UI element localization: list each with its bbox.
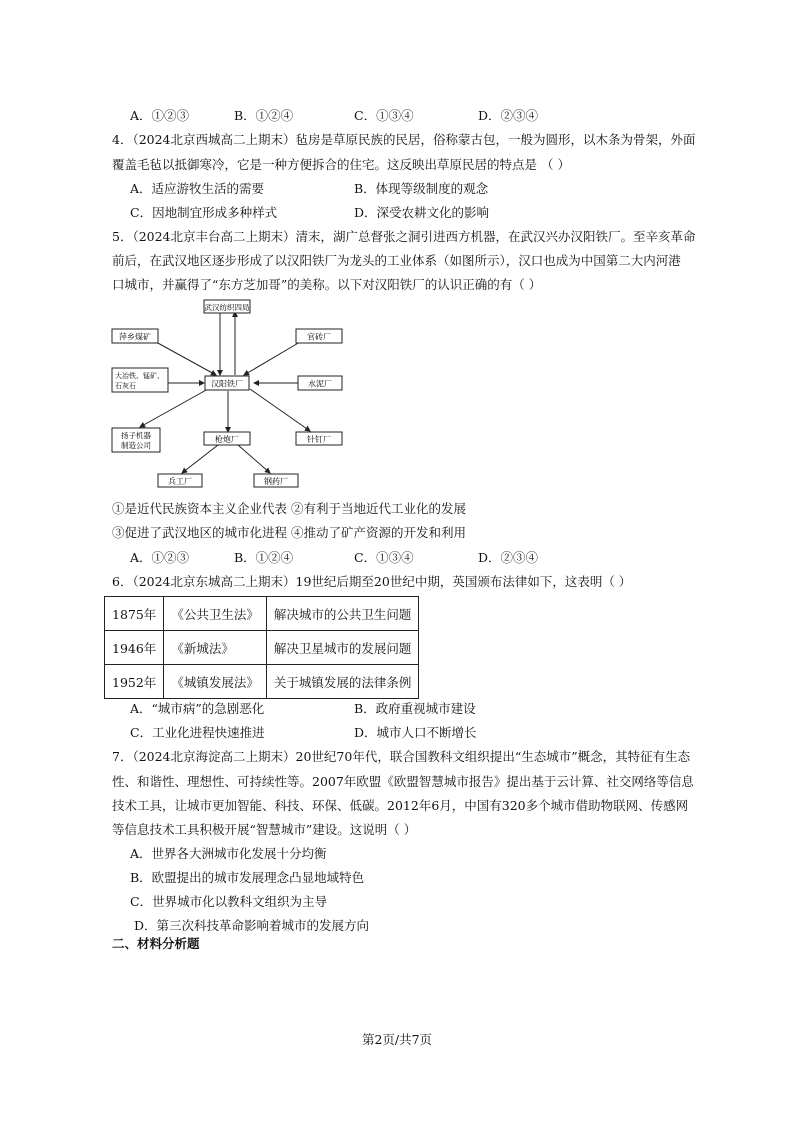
q5-statements-line1: ①是近代民族资本主义企业代表 ②有利于当地近代工业化的发展 (112, 501, 466, 516)
svg-text:萍乡煤矿: 萍乡煤矿 (119, 332, 151, 342)
q4-option-b[interactable]: B．体现等级制度的观念 (354, 181, 489, 196)
node-nail (296, 432, 342, 445)
law-name: 《城镇发展法》 (164, 665, 267, 699)
node-guanzhuan (296, 329, 342, 343)
q6-option-c[interactable]: C．工业化进程快速推进 (130, 725, 265, 740)
q5-text-line2: 前后，在武汉地区逐步形成了以汉阳铁厂为龙头的工业体系（如图所示），汉口也成为中国第二大内河港 (112, 253, 681, 268)
q4-option-a[interactable]: A．适应游牧生活的需要 (130, 181, 265, 196)
svg-text:大冶铁、锰矿、: 大冶铁、锰矿、 (115, 372, 164, 380)
q5-industry-diagram (100, 292, 360, 496)
law-purpose: 解决卫星城市的发展问题 (266, 631, 419, 665)
q4-text-line1: 4．（2024北京西城高二上期末）毡房是草原民族的民居，俗称蒙古包，一般为圆形，以木条为骨架，外面 (112, 132, 696, 147)
q3-option-b[interactable]: B．①②④ (234, 108, 294, 123)
q5-option-c[interactable]: C．①③④ (354, 550, 414, 565)
q6-law-table (104, 596, 419, 699)
svg-text:枪炮厂: 枪炮厂 (215, 435, 239, 444)
q3-option-d[interactable]: D．②③④ (478, 108, 539, 123)
q5-option-a[interactable]: A．①②③ (130, 550, 190, 565)
law-purpose: 关于城镇发展的法律条例 (266, 665, 419, 699)
node-yangzi (112, 428, 160, 452)
node-cement (298, 376, 342, 390)
node-gun (204, 432, 250, 445)
law-year: 1875年 (105, 597, 164, 631)
q5-text-line1: 5．（2024北京丰台高二上期末）清末，湖广总督张之洞引进西方机器，在武汉兴办汉阳铁厂。至辛亥革命 (112, 229, 696, 244)
node-powder (254, 474, 298, 487)
node-wuhan-textile (204, 300, 250, 313)
svg-text:钢药厂: 钢药厂 (264, 477, 288, 486)
q3-option-a[interactable]: A．①②③ (130, 108, 190, 123)
q5-text-line3: 口城市，并赢得了“东方芝加哥”的美称。以下对汉阳铁厂的认识正确的有（ ） (112, 277, 542, 292)
q7-option-b[interactable]: B．欧盟提出的城市发展理念凸显地域特色 (130, 870, 365, 885)
law-purpose: 解决城市的公共卫生问题 (266, 597, 419, 631)
q4-text-line2: 覆盖毛毡以抵御寒冷，它是一种方便拆合的住宅。这反映出草原民居的特点是 （ ） (112, 157, 570, 172)
svg-text:扬子机器: 扬子机器 (121, 431, 151, 440)
svg-text:石灰石: 石灰石 (115, 382, 136, 390)
svg-text:官砖厂: 官砖厂 (307, 332, 331, 342)
q7-option-d[interactable]: D．第三次科技革命影响着城市的发展方向 (134, 918, 370, 933)
node-pingxiang-coal (112, 329, 158, 343)
q7-option-a[interactable]: A．世界各大洲城市化发展十分均衡 (130, 846, 327, 861)
q7-text-line1: 7．（2024北京海淀高二上期末）20世纪70年代，联合国教科文组织提出“生态城市”概念，其特征有生态 (112, 749, 691, 764)
q5-statements-line2: ③促进了武汉地区的城市化进程 ④推动了矿产资源的开发和利用 (112, 525, 466, 540)
svg-text:兵工厂: 兵工厂 (168, 477, 192, 486)
law-name: 《新城法》 (164, 631, 267, 665)
node-soldier (158, 474, 202, 487)
q7-text-line3: 技术工具，让城市更加智能、科技、环保、低碳。2012年6月，中国有320多个城市借助物联网、传感网 (112, 798, 689, 813)
law-year: 1946年 (105, 631, 164, 665)
svg-text:武汉纺织四局: 武汉纺织四局 (204, 303, 250, 312)
q7-text-line4: 等信息技术工具积极开展“智慧城市”建设。这说明（ ） (112, 822, 417, 837)
q6-option-a[interactable]: A．“城市病”的急剧恶化 (130, 701, 265, 716)
q7-text-line2: 性、和谐性、理想性、可持续性等。2007年欧盟《欧盟智慧城市报告》提出基于云计算、社交网络等信息 (112, 774, 694, 789)
q6-option-b[interactable]: B．政府重视城市建设 (354, 701, 476, 716)
q7-option-c[interactable]: C．世界城市化以教科文组织为主导 (130, 894, 328, 909)
law-name: 《公共卫生法》 (164, 597, 267, 631)
law-year: 1952年 (105, 665, 164, 699)
section-heading: 二、材料分析题 (112, 936, 200, 951)
page-footer: 第2页/共7页 (361, 1032, 433, 1047)
node-ore (112, 368, 168, 392)
svg-text:制造公司: 制造公司 (121, 441, 151, 450)
q4-option-d[interactable]: D．深受农耕文化的影响 (354, 205, 490, 220)
q5-option-b[interactable]: B．①②④ (234, 550, 294, 565)
q5-option-d[interactable]: D．②③④ (478, 550, 539, 565)
node-hanyang-iron (205, 376, 249, 390)
table-row (105, 665, 419, 699)
q6-option-d[interactable]: D．城市人口不断增长 (354, 725, 477, 740)
svg-text:水泥厂: 水泥厂 (308, 379, 332, 389)
q4-option-c[interactable]: C．因地制宜形成多种样式 (130, 205, 278, 220)
svg-text:汉阳铁厂: 汉阳铁厂 (211, 379, 243, 389)
q6-text-line1: 6．（2024北京东城高二上期末）19世纪后期至20世纪中期，英国颁布法律如下，这表明（ ） (112, 574, 632, 589)
table-row (105, 631, 419, 665)
q3-option-c[interactable]: C．①③④ (354, 108, 414, 123)
svg-text:针钉厂: 针钉厂 (307, 435, 331, 444)
table-row (105, 597, 419, 631)
